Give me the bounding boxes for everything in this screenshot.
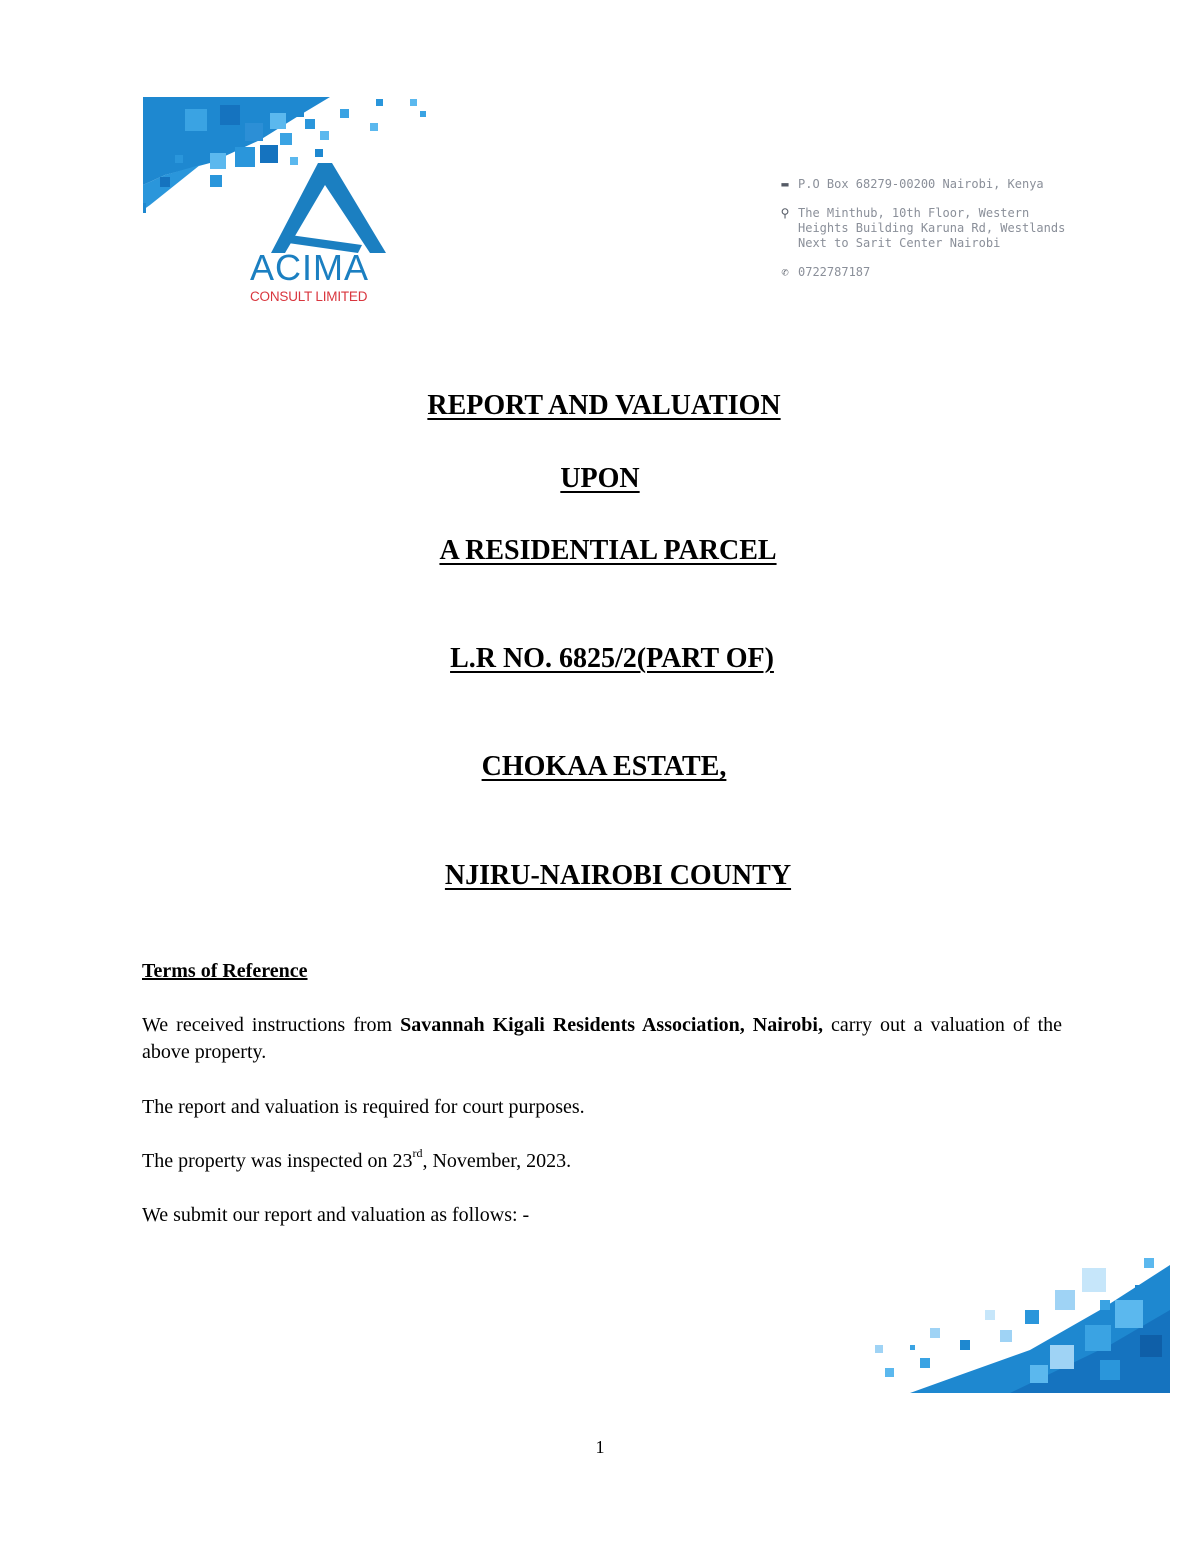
client-name: Savannah Kigali Residents Association, Nairobi, [400,1014,823,1036]
inspection-paragraph [142,1148,1062,1175]
address-line: The Minthub, 10th Floor, Western [798,206,1030,220]
p1-pre: We received instructions from [142,1014,401,1036]
page-number: 1 [595,1437,605,1457]
terms-heading: Terms of Reference [142,960,308,982]
footer-pixel-decoration [860,1250,1170,1395]
purpose-paragraph: The report and valuation is required for court purposes. [142,1096,585,1118]
title-estate: CHOKAA ESTATE, [481,751,727,782]
address-line: Heights Building Karuna Rd, Westlands [798,221,1066,235]
title-parcel-type: A RESIDENTIAL PARCEL [439,535,777,566]
instructions-paragraph [142,1012,1062,1066]
logo-letter-a-icon [271,163,386,253]
po-box-text: P.O Box 68279-00200 Nairobi, Kenya [798,177,1044,191]
p3-pre: The property was inspected on 23 [142,1150,413,1172]
mail-icon: ▬ [781,177,789,191]
title-lr-number: L.R NO. 6825/2(PART OF) [450,643,774,674]
address-line: Next to Sarit Center Nairobi [798,236,1001,250]
location-pin-icon: ⚲ [780,206,790,220]
phone-icon: ✆ [781,265,789,279]
submission-paragraph: We submit our report and valuation as follows: - [142,1204,530,1226]
p1-post: carry out a valuation of the above property. [142,1014,1062,1063]
title-county: NJIRU-NAIROBI COUNTY [444,860,792,891]
ordinal-suffix: rd [412,1146,423,1161]
title-upon: UPON [560,463,640,494]
logo-wordmark: ACIMA [250,247,370,288]
report-title: REPORT AND VALUATION [427,390,781,421]
phone-text: 0722787187 [798,265,871,279]
logo-subtitle: CONSULT LIMITED [250,289,368,304]
logo-pixel-pattern [143,97,426,213]
p3-post: , November, 2023. [422,1150,572,1172]
